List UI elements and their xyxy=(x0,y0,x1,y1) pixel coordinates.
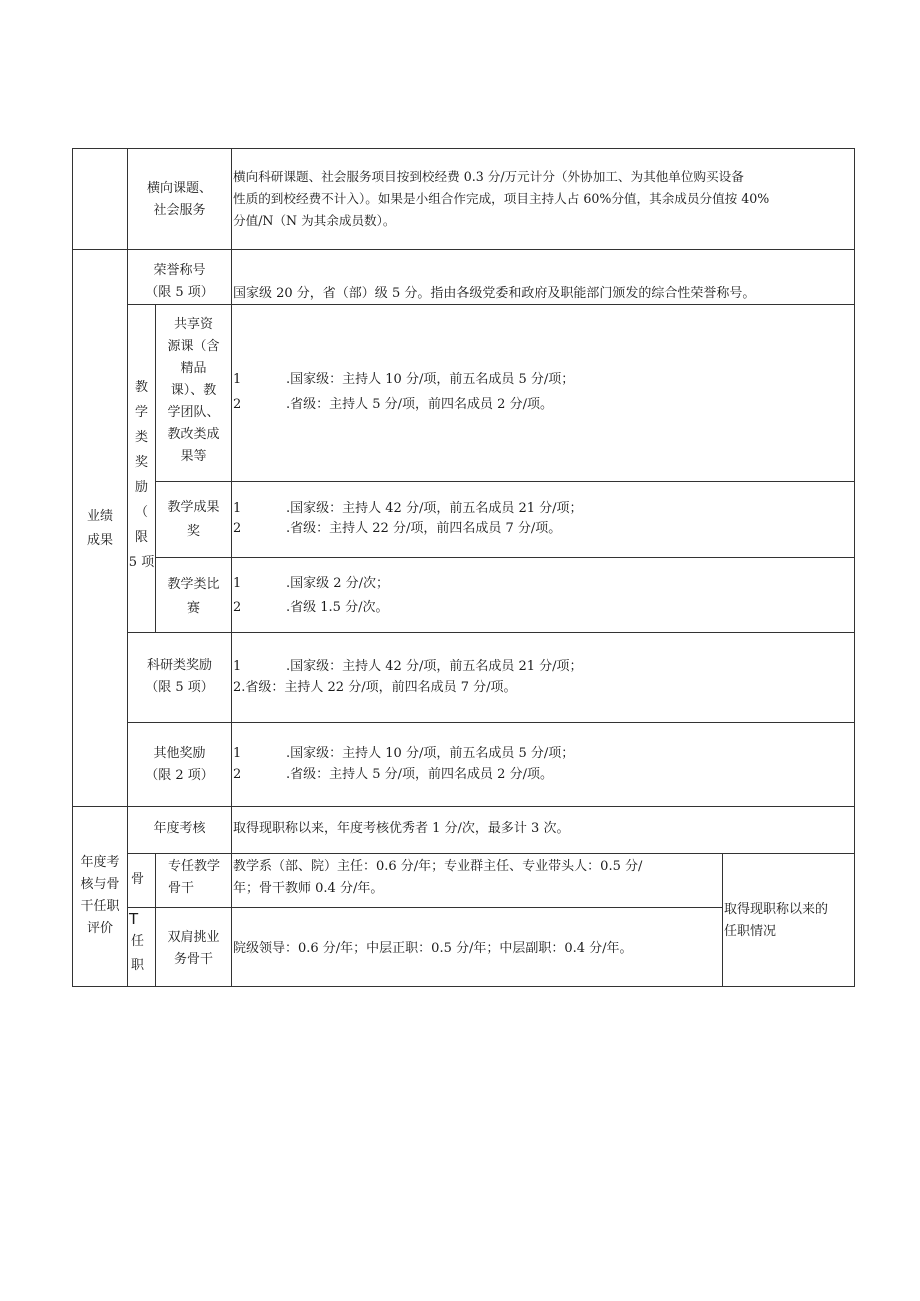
teaching-achievement-line1-num: 1 xyxy=(233,501,242,516)
teaching-competition-line1: .国家级 2 分/次； xyxy=(286,576,390,591)
divider-h-3 xyxy=(155,481,855,482)
divider-h-8 xyxy=(127,853,855,854)
section-performance-label: 业绩 成果 xyxy=(86,509,113,548)
teaching-competition-line2-num: 2 xyxy=(233,600,242,615)
shared-course-line1: .国家级：主持人 10 分/项，前五名成员 5 分/项； xyxy=(286,372,575,387)
research-award-line1: .国家级：主持人 42 分/项，前五名成员 21 分/项； xyxy=(286,659,583,674)
divider-h-7 xyxy=(72,806,855,807)
horizontal-research-content: 横向科研课题、社会服务项目按到校经费 0.3 分/万元计分（外协加工、为其他单位购买设备 性质的到校经费不计入）。如果是小组合作完成，项目主持人占 60%分值，其余成员分值按 40% 分值/N（N 为其余成员数）。 xyxy=(233,169,770,228)
divider-h-1 xyxy=(72,249,855,250)
teaching-competition-line2: .省级 1.5 分/次。 xyxy=(286,600,389,615)
shared-course-line2-num: 2 xyxy=(233,397,242,412)
backbone-group-label-top: 骨 xyxy=(131,872,145,887)
section-annual-label: 年度考 核与骨 干任职 评价 xyxy=(80,855,120,936)
table-border-right xyxy=(854,148,855,987)
divider-h-9 xyxy=(127,907,723,908)
backbone-note: 取得现职称以来的 任职情况 xyxy=(724,902,829,939)
shared-course-line2: .省级：主持人 5 分/项，前四名成员 2 分/项。 xyxy=(286,397,553,412)
table-border-top xyxy=(72,148,855,149)
backbone-group-label-mid: T xyxy=(129,910,139,928)
horizontal-research-label: 横向课题、 社会服务 xyxy=(146,181,212,218)
research-award-label: 科研类奖励 （限 5 项） xyxy=(145,658,214,695)
research-award-line1-num: 1 xyxy=(233,659,242,674)
divider-h-5 xyxy=(127,632,855,633)
teaching-backbone-content: 教学系（部、院）主任：0.6 分/年；专业群主任、专业带头人：0.5 分/ 年；骨干教师 0.4 分/年。 xyxy=(233,859,643,896)
other-award-line1-num: 1 xyxy=(233,746,242,761)
teaching-achievement-line2-num: 2 xyxy=(233,521,242,536)
backbone-group-label-bottom: 任 职 xyxy=(131,934,145,973)
teaching-backbone-label: 专任教学 骨干 xyxy=(168,859,221,896)
honor-label: 荣誉称号 （限 5 项） xyxy=(145,263,214,300)
honor-content: 国家级 20 分，省（部）级 5 分。指由各级党委和政府及职能部门颁发的综合性荣誉称号。 xyxy=(233,286,756,301)
dual-backbone-content: 院级领导：0.6 分/年；中层正职：0.5 分/年；中层副职：0.4 分/年。 xyxy=(233,941,633,956)
divider-v-note xyxy=(722,853,723,987)
other-award-line2: .省级：主持人 5 分/项，前四名成员 2 分/项。 xyxy=(286,767,553,782)
teaching-achievement-line1: .国家级：主持人 42 分/项，前五名成员 21 分/项； xyxy=(286,501,583,516)
annual-review-content: 取得现职称以来，年度考核优秀者 1 分/次，最多计 3 次。 xyxy=(233,821,570,836)
annual-review-label: 年度考核 xyxy=(153,821,206,836)
teaching-competition-line1-num: 1 xyxy=(233,576,242,591)
teaching-award-group-label: 教 学 类 奖 励 （ 限 5 项 xyxy=(128,380,155,570)
dual-backbone-label: 双肩挑业 务骨干 xyxy=(167,930,220,967)
divider-h-4 xyxy=(155,557,855,558)
divider-h-6 xyxy=(127,722,855,723)
table-border-bottom xyxy=(72,986,855,987)
other-award-label: 其他奖励 （限 2 项） xyxy=(145,746,214,783)
other-award-line2-num: 2 xyxy=(233,767,242,782)
research-award-line2: 2.省级：主持人 22 分/项，前四名成员 7 分/项。 xyxy=(233,680,517,695)
other-award-line1: .国家级：主持人 10 分/项，前五名成员 5 分/项； xyxy=(286,746,575,761)
teaching-achievement-line2: .省级：主持人 22 分/项，前四名成员 7 分/项。 xyxy=(286,521,562,536)
teaching-competition-label: 教学类比 赛 xyxy=(167,577,220,616)
shared-course-line1-num: 1 xyxy=(233,372,242,387)
teaching-achievement-label: 教学成果 奖 xyxy=(167,500,220,539)
shared-course-label: 共享资 源课（含 精品 课）、教 学团队、 教改类成 果等 xyxy=(167,317,220,464)
